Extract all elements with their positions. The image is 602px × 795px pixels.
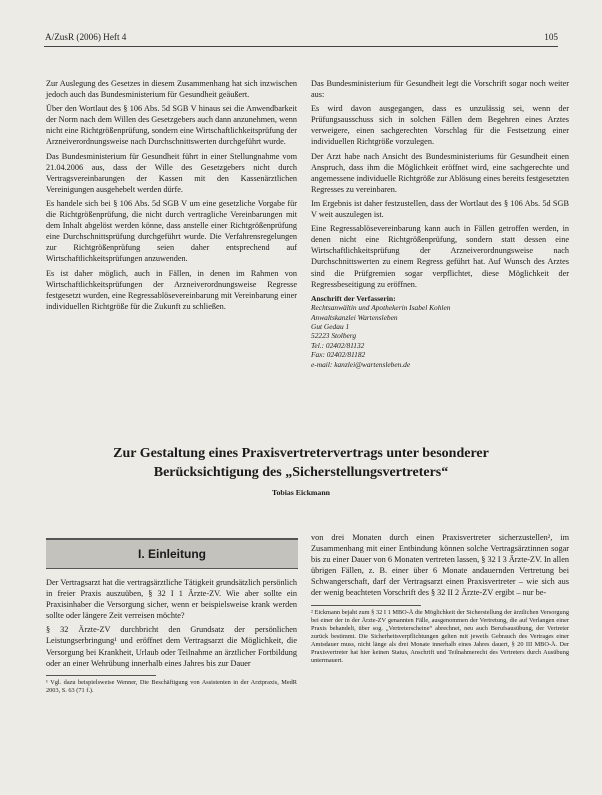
journal-header: A/ZusR (2006) Heft 4 <box>45 32 127 42</box>
section-heading: I. Einleitung <box>46 538 298 569</box>
paragraph: Eine Regressablösevereinbarung kann auch in Fällen getroffen werden, in denen nicht eine Richtgrößenprüfung, sondern statt dessen eine Wirtschaftlichkeitsprüfung der Arzneiverordnungsweise nach Durchschnittswerten zu einem Regress geführt hat. Auf Wunsch des Arztes sind die Prüfgremien sogar verpflichtet, diese Möglichkeit der Regressbeseitigung zu eröffnen. <box>311 224 569 289</box>
paragraph: Es ist daher möglich, auch in Fällen, in denen im Rahmen von Wirtschaftlichkeitsprüfungen der Arzneiverordnungsweise Regresse festgesetzt wurden, eine Regressablösevereinbarung mit Vereinbarung einer individuellen Richtgröße für die Zukunft zu schließen. <box>46 268 297 311</box>
address-line: Rechtsanwältin und Apothekerin Isabel Kohlen <box>311 303 451 313</box>
article-title-line: Zur Gestaltung eines Praxisvertretervertrags unter besonderer <box>113 446 489 461</box>
paragraph: Im Ergebnis ist daher festzustellen, dass der Wortlaut des § 106 Abs. 5d SGB V weit auszulegen ist. <box>311 198 569 220</box>
header-rule <box>44 46 558 47</box>
right-column-bottom <box>311 532 569 665</box>
footnote-rule <box>46 675 156 676</box>
address-fax: Fax: 02402/81182 <box>311 350 366 360</box>
paragraph: Das Bundesministerium für Gesundheit legt die Vorschrift sogar noch weiter aus: <box>311 79 569 100</box>
address-line: Anwaltskanzlei Wartensleben <box>311 312 398 322</box>
left-column-top <box>46 78 297 315</box>
paragraph: § 32 Ärzte-ZV durchbricht den Grundsatz der persönlichen Leistungserbringung¹ und eröffnet dem Vertragsarzt die Möglichkeit, die Versorgung bei Krankheit, Urlaub oder Teilnahme an ärztlicher Fortbildung oder an einer Wehrübung innerhalb eines Jahres bis zur Dauer <box>46 625 297 668</box>
right-column-top <box>311 78 569 369</box>
article-title-line: Berücksichtigung des „Sicherstellungsvertreters“ <box>153 465 449 480</box>
left-column-bottom <box>46 577 297 695</box>
paragraph: Der Vertragsarzt hat die vertragsärztliche Tätigkeit grundsätzlich persönlich in freier Praxis auszuüben, § 32 I 1 Ärzte-ZV. Wie aber sollte ein Praxisinhaber die Versorgung sicher, wenn er beispielsweise krank werden sollte oder längere Zeit verreisen möchte? <box>46 578 297 621</box>
paragraph: Es wird davon ausgegangen, dass es unzulässig sei, wenn der Prüfungsausschuss sich in solchen Fällen dem Begehren eines Arztes verweigere, einen sachgerechten Vorschlag für die Festsetzung einer individuellen Richtgröße vorzulegen. <box>311 104 569 147</box>
footnote: ² Eickmann bejaht zum § 32 I 1 MBO-Ä die Möglichkeit der Sicherstellung der ärztlichen Versorgung bei einer der in der Ärzte-ZV genannten Fälle, ausgenommen der Vertretung, die auf Verlangen einer Praxis behandelt, über sog. „Vertreterscheine“ abrechnet, neu auch Berufsausübung, der Vertreter zurück bestimmt. Die Sicherheitsverpflichtungen gelten mit jeweils Gebrauch des Vertrages einer Amtsdauer muss, nicht länge als drei Monate innerhalb eines Jahres dauert, § 20 III MBO-Ä. Der Praxisvertreter hat hier keinen Status, Anschrift und Teilnahmerecht des Vertreters durch Ausübung untermauert. <box>311 608 569 664</box>
article-title <box>60 444 542 482</box>
address-line: 52223 Stolberg <box>311 331 357 341</box>
address-email: e-mail: kanzlei@wartensleben.de <box>311 359 411 369</box>
page-number: 105 <box>544 32 558 42</box>
address-phone: Tel.: 02402/81132 <box>311 340 365 350</box>
address-line: Gut Gedau 1 <box>311 321 350 331</box>
paragraph: von drei Monaten durch einen Praxisvertreter sicherzustellen², im Zusammenhang mit einer Entbindung können solche Vertragsärztinnen sogar bis zu einer Dauer von 6 Monaten vertreten lassen, § 32 I 3 Ärzte-ZV. In allen übrigen Fällen, z. B. einer über 6 Monate andauernden Vertretung bei Schwangerschaft, darf der Vertragsarzt einen Praxisvertreter – wie sich aus der wenig beachteten Vorschrift des § 32 II 2 Ärzte-ZV ergibt – nur be- <box>311 533 569 598</box>
author-address <box>311 294 569 369</box>
article-author: Tobias Eickmann <box>272 488 330 497</box>
address-label: Anschrift der Verfasserin: <box>311 293 396 303</box>
footnote: ¹ Vgl. dazu beispielsweise Wenner, Die Beschäftigung von Assistenten in der Arztpraxis, MedR 2003, S. 63 (71 f.). <box>46 678 297 694</box>
paragraph: Zur Auslegung des Gesetzes in diesem Zusammenhang hat sich inzwischen jedoch auch das Bundesministerium für Gesundheit geäußert. <box>46 79 297 100</box>
paragraph: Das Bundesministerium für Gesundheit führt in einer Stellungnahme vom 21.04.2006 aus, dass der Wille des Gesetzgebers nicht durch Vertragsvereinbarungen der Kassen mit den Kassenärztlichen Vereinigungen ausgehebelt werden dürfe. <box>46 151 297 194</box>
paragraph: Es handele sich bei § 106 Abs. 5d SGB V um eine gesetzliche Vorgabe für die Richtgrößenprüfung, die nicht durch vertragliche Vereinbarungen mit dem Inhalt abgelöst werden könne, dass anstelle einer Richtgrößenprüfung eine Durchschnittsprüfung durchgeführt wurde. Die Verfahrensregelungen zur Richtgrößenprüfung seien daher entsprechend auf Wirtschaftlichkeitsprüfungen anzuwenden. <box>46 198 297 264</box>
footnote-rule <box>311 605 421 606</box>
paragraph: Der Arzt habe nach Ansicht des Bundesministeriums für Gesundheit einen Anspruch, dass ihm die Möglichkeit eröffnet wird, eine sachgerechte und angemessene individuelle Richtgröße zur Ablösung eines bereits festgesetzten Regresses zu vereinbaren. <box>311 151 569 194</box>
paragraph: Über den Wortlaut des § 106 Abs. 5d SGB V hinaus sei die Anwendbarkeit der Norm nach dem Willen des Gesetzgebers auch dann anzunehmen, wenn nicht eine Richtgrößenprüfung, sondern eine Wirtschaftlichkeitsprüfung der Arzneiverordnungsweise nach Durchschnittswerten durchgeführt wurde. <box>46 104 297 147</box>
